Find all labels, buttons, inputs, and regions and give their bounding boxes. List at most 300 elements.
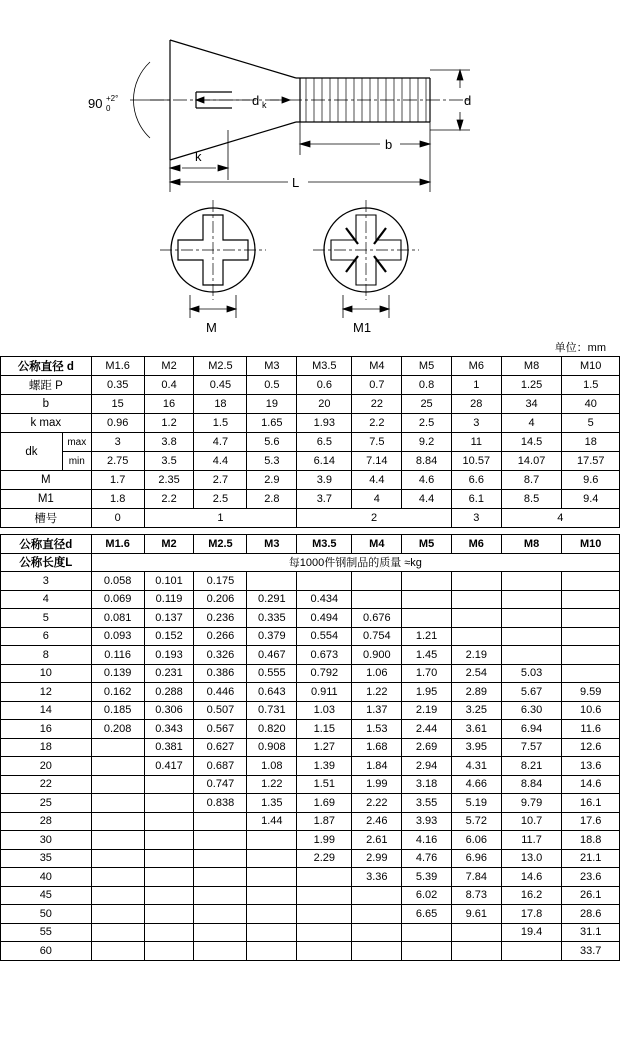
- table-cell: 1.53: [352, 720, 402, 739]
- table-cell: M4: [352, 357, 402, 376]
- table-cell: [562, 627, 620, 646]
- table-cell: 0.673: [297, 646, 352, 665]
- table-cell: [451, 942, 501, 961]
- table-cell: [402, 942, 452, 961]
- row-label: 螺距 P: [1, 376, 92, 395]
- table-cell: 0.908: [247, 738, 297, 757]
- table-cell: 15: [91, 395, 144, 414]
- row-label-length: 18: [1, 738, 92, 757]
- table-cell: 4.4: [352, 471, 402, 490]
- table-cell: 1: [144, 509, 297, 528]
- table-row: [1, 609, 620, 628]
- unit-note: 单位：mm: [554, 342, 606, 354]
- table-cell: [297, 886, 352, 905]
- table-cell: 5.39: [402, 868, 452, 887]
- table-cell: [91, 738, 144, 757]
- row-label-length: 6: [1, 627, 92, 646]
- table-cell: 7.57: [501, 738, 562, 757]
- table-cell: [402, 572, 452, 591]
- table-cell: 1.35: [247, 794, 297, 813]
- table-cell: [144, 868, 194, 887]
- table-cell: [562, 646, 620, 665]
- table-cell: 9.6: [562, 471, 620, 490]
- table-cell: [352, 905, 402, 924]
- table-cell: 1.93: [297, 414, 352, 433]
- header-label-diameter: 公称直径d: [1, 535, 92, 554]
- table-cell: 0.754: [352, 627, 402, 646]
- table-cell: 21.1: [562, 849, 620, 868]
- table-cell: 31.1: [562, 923, 620, 942]
- table-cell: 10.6: [562, 701, 620, 720]
- table-row: [1, 868, 620, 887]
- table-cell: 0.792: [297, 664, 352, 683]
- row-label-length: 5: [1, 609, 92, 628]
- table-cell: [247, 831, 297, 850]
- table-cell: 1.22: [247, 775, 297, 794]
- table-row: [1, 433, 620, 452]
- row-label-dk: dk: [1, 433, 63, 471]
- row-label-length: 8: [1, 646, 92, 665]
- table-cell: [194, 942, 247, 961]
- table-cell: 0.676: [352, 609, 402, 628]
- table-cell: M8: [501, 357, 562, 376]
- row-label-length: 30: [1, 831, 92, 850]
- table-cell: 0.6: [297, 376, 352, 395]
- table-cell: 11: [451, 433, 501, 452]
- table-subheader-row: [1, 553, 620, 572]
- table-cell: M3: [247, 357, 297, 376]
- table-cell: 2.2: [352, 414, 402, 433]
- table-cell: 3.7: [297, 490, 352, 509]
- table-cell: [91, 942, 144, 961]
- table-cell: 19: [247, 395, 297, 414]
- table-cell: 18.8: [562, 831, 620, 850]
- table-cell: 10.57: [451, 452, 501, 471]
- table-cell: [297, 572, 352, 591]
- table-cell: 11.7: [501, 831, 562, 850]
- row-label: k max: [1, 414, 92, 433]
- table-cell: 1.69: [297, 794, 352, 813]
- table-row: [1, 701, 620, 720]
- table-cell: 1.06: [352, 664, 402, 683]
- header-cell: M1.6: [91, 535, 144, 554]
- table-cell: 0.386: [194, 664, 247, 683]
- table-cell: 0.101: [144, 572, 194, 591]
- table-cell: 5: [562, 414, 620, 433]
- table-cell: 6.14: [297, 452, 352, 471]
- table-cell: 4.6: [402, 471, 452, 490]
- table-cell: 4.31: [451, 757, 501, 776]
- table-cell: 6.96: [451, 849, 501, 868]
- row-label-length: 10: [1, 664, 92, 683]
- table-cell: 2.44: [402, 720, 452, 739]
- table-cell: 2.61: [352, 831, 402, 850]
- table-cell: [194, 886, 247, 905]
- table-cell: 26.1: [562, 886, 620, 905]
- table-cell: 13.0: [501, 849, 562, 868]
- table-cell: 8.7: [501, 471, 562, 490]
- header-cell: M2: [144, 535, 194, 554]
- table-row: [1, 905, 620, 924]
- table-cell: 22: [352, 395, 402, 414]
- table-cell: 2.94: [402, 757, 452, 776]
- table-cell: 0.266: [194, 627, 247, 646]
- table-cell: [501, 609, 562, 628]
- table-row: [1, 720, 620, 739]
- table-row: [1, 376, 620, 395]
- table-cell: 17.8: [501, 905, 562, 924]
- table-cell: 33.7: [562, 942, 620, 961]
- table-cell: 0.326: [194, 646, 247, 665]
- table-cell: 0.208: [91, 720, 144, 739]
- table-cell: 2.69: [402, 738, 452, 757]
- table-cell: [297, 923, 352, 942]
- table-cell: 4.4: [402, 490, 452, 509]
- table-cell: 25: [402, 395, 452, 414]
- table-cell: [247, 849, 297, 868]
- header-cell: M5: [402, 535, 452, 554]
- table-cell: 9.79: [501, 794, 562, 813]
- table-cell: [501, 572, 562, 591]
- table-cell: 3.25: [451, 701, 501, 720]
- table-cell: 7.14: [352, 452, 402, 471]
- table-cell: 1.5: [562, 376, 620, 395]
- table-cell: 16.1: [562, 794, 620, 813]
- header-cell: M4: [352, 535, 402, 554]
- table-row: [1, 794, 620, 813]
- table-cell: 2.19: [451, 646, 501, 665]
- table-row: [1, 471, 620, 490]
- table-cell: 0.417: [144, 757, 194, 776]
- label-k: k: [195, 149, 202, 164]
- table-cell: 13.6: [562, 757, 620, 776]
- row-label: b: [1, 395, 92, 414]
- table-cell: 0.820: [247, 720, 297, 739]
- table-cell: 1.25: [501, 376, 562, 395]
- table-cell: 3: [451, 414, 501, 433]
- table-cell: [247, 905, 297, 924]
- table-cell: [194, 905, 247, 924]
- table-row: [1, 572, 620, 591]
- table-cell: 3.93: [402, 812, 452, 831]
- table-cell: 3.18: [402, 775, 452, 794]
- table-cell: 4: [501, 414, 562, 433]
- table-cell: 16: [144, 395, 194, 414]
- table-row: [1, 923, 620, 942]
- table-cell: [144, 794, 194, 813]
- table-cell: 0.687: [194, 757, 247, 776]
- table-cell: 1.44: [247, 812, 297, 831]
- table-cell: 8.73: [451, 886, 501, 905]
- table-cell: 6.02: [402, 886, 452, 905]
- table-cell: 4: [501, 509, 619, 528]
- table-cell: 0.206: [194, 590, 247, 609]
- table-cell: 0.291: [247, 590, 297, 609]
- table-cell: [91, 905, 144, 924]
- table-row: [1, 590, 620, 609]
- table-cell: 1.65: [247, 414, 297, 433]
- angle-tol-upper: +2°: [106, 94, 119, 103]
- table-cell: 28: [451, 395, 501, 414]
- table-cell: 2.54: [451, 664, 501, 683]
- table-cell: [144, 905, 194, 924]
- table-cell: 5.67: [501, 683, 562, 702]
- table-cell: 1: [451, 376, 501, 395]
- table-cell: [91, 849, 144, 868]
- table-row: [1, 886, 620, 905]
- table-cell: [352, 572, 402, 591]
- table-cell: 2.22: [352, 794, 402, 813]
- table-cell: [194, 849, 247, 868]
- table-cell: 0.747: [194, 775, 247, 794]
- table-cell: [144, 831, 194, 850]
- header-label-length: 公称长度L: [1, 553, 92, 572]
- table-cell: [562, 590, 620, 609]
- table-cell: [247, 923, 297, 942]
- table-cell: [91, 831, 144, 850]
- table-cell: 11.6: [562, 720, 620, 739]
- table-cell: [297, 868, 352, 887]
- table-cell: 0.139: [91, 664, 144, 683]
- table-cell: [91, 775, 144, 794]
- table-cell: 0.567: [194, 720, 247, 739]
- row-sublabel-min: min: [62, 452, 91, 471]
- table-cell: 0.900: [352, 646, 402, 665]
- table-cell: 4.66: [451, 775, 501, 794]
- table-cell: 0: [91, 509, 144, 528]
- table-cell: 9.4: [562, 490, 620, 509]
- table-cell: 4.7: [194, 433, 247, 452]
- table-cell: 0.343: [144, 720, 194, 739]
- table-row: [1, 738, 620, 757]
- table-cell: 0.731: [247, 701, 297, 720]
- table-cell: 9.61: [451, 905, 501, 924]
- label-M: M: [206, 320, 217, 335]
- table-cell: 5.6: [247, 433, 297, 452]
- table-cell: [91, 757, 144, 776]
- table-cell: 3: [91, 433, 144, 452]
- table-row: [1, 775, 620, 794]
- table-cell: [297, 905, 352, 924]
- table-cell: 0.35: [91, 376, 144, 395]
- table-cell: 0.152: [144, 627, 194, 646]
- table-row: [1, 849, 620, 868]
- table-cell: 1.84: [352, 757, 402, 776]
- table-cell: [451, 923, 501, 942]
- table-cell: 0.494: [297, 609, 352, 628]
- table-cell: [352, 590, 402, 609]
- table-cell: M6: [451, 357, 501, 376]
- table-cell: 1.22: [352, 683, 402, 702]
- table-row: [1, 683, 620, 702]
- table-cell: M3.5: [297, 357, 352, 376]
- table-cell: 2.46: [352, 812, 402, 831]
- table-cell: 8.84: [501, 775, 562, 794]
- table-cell: 2.5: [402, 414, 452, 433]
- table-cell: 1.45: [402, 646, 452, 665]
- table-cell: 2.35: [144, 471, 194, 490]
- table-row: [1, 395, 620, 414]
- table-cell: 0.093: [91, 627, 144, 646]
- table-cell: [451, 590, 501, 609]
- table-row: [1, 831, 620, 850]
- table-cell: [402, 923, 452, 942]
- table-cell: 0.434: [297, 590, 352, 609]
- table-cell: 0.467: [247, 646, 297, 665]
- table-cell: [144, 923, 194, 942]
- table-cell: [91, 812, 144, 831]
- table-cell: 0.554: [297, 627, 352, 646]
- table-cell: [501, 942, 562, 961]
- row-label-length: 16: [1, 720, 92, 739]
- table-cell: 9.2: [402, 433, 452, 452]
- label-d: d: [464, 93, 472, 108]
- table-cell: 4.16: [402, 831, 452, 850]
- angle-label: 90: [88, 96, 103, 111]
- row-label-length: 25: [1, 794, 92, 813]
- table-cell: 2.9: [247, 471, 297, 490]
- row-label-length: 20: [1, 757, 92, 776]
- table-header-row: [1, 535, 620, 554]
- table-cell: 4.4: [194, 452, 247, 471]
- row-label-length: 50: [1, 905, 92, 924]
- table-cell: 5.3: [247, 452, 297, 471]
- table-cell: [501, 627, 562, 646]
- table-cell: 40: [562, 395, 620, 414]
- table-cell: 23.6: [562, 868, 620, 887]
- table-cell: 8.21: [501, 757, 562, 776]
- table-cell: [247, 572, 297, 591]
- row-label-length: 60: [1, 942, 92, 961]
- table-row: [1, 942, 620, 961]
- table-cell: [91, 923, 144, 942]
- row-label-length: 4: [1, 590, 92, 609]
- table-cell: 18: [194, 395, 247, 414]
- table-cell: 6.06: [451, 831, 501, 850]
- table-cell: [402, 590, 452, 609]
- table-cell: 3.5: [144, 452, 194, 471]
- table-cell: [562, 664, 620, 683]
- table-cell: 0.231: [144, 664, 194, 683]
- table-cell: 0.069: [91, 590, 144, 609]
- table-cell: 0.555: [247, 664, 297, 683]
- table-cell: 19.4: [501, 923, 562, 942]
- table-cell: [144, 775, 194, 794]
- table-cell: 1.7: [91, 471, 144, 490]
- table-cell: 0.838: [194, 794, 247, 813]
- table-cell: 1.2: [144, 414, 194, 433]
- table-cell: 0.45: [194, 376, 247, 395]
- table-cell: 0.381: [144, 738, 194, 757]
- table-cell: [501, 590, 562, 609]
- label-b: b: [385, 137, 393, 152]
- table-cell: 3: [451, 509, 501, 528]
- table-cell: [194, 868, 247, 887]
- table-cell: 3.36: [352, 868, 402, 887]
- row-label-length: 55: [1, 923, 92, 942]
- table-cell: 6.6: [451, 471, 501, 490]
- row-sublabel-max: max: [62, 433, 91, 452]
- row-label-length: 28: [1, 812, 92, 831]
- header-cell: M10: [562, 535, 620, 554]
- row-label-length: 12: [1, 683, 92, 702]
- dimension-table: [0, 356, 620, 528]
- table-cell: M1.6: [91, 357, 144, 376]
- row-label-groove: 槽号: [1, 509, 92, 528]
- table-cell: 7.5: [352, 433, 402, 452]
- table-row: [1, 664, 620, 683]
- table-row: [1, 812, 620, 831]
- table-cell: 16.2: [501, 886, 562, 905]
- table-cell: 17.57: [562, 452, 620, 471]
- table-cell: 0.185: [91, 701, 144, 720]
- table-cell: M2: [144, 357, 194, 376]
- table-cell: 0.081: [91, 609, 144, 628]
- row-label: M1: [1, 490, 92, 509]
- table-cell: 2.89: [451, 683, 501, 702]
- table-cell: 8.5: [501, 490, 562, 509]
- table-cell: 2.29: [297, 849, 352, 868]
- table-cell: 1.21: [402, 627, 452, 646]
- table-cell: 3.61: [451, 720, 501, 739]
- table-cell: 2.2: [144, 490, 194, 509]
- table-cell: 6.1: [451, 490, 501, 509]
- table-cell: [562, 572, 620, 591]
- row-label-length: 35: [1, 849, 92, 868]
- table-cell: 0.288: [144, 683, 194, 702]
- table-cell: [451, 609, 501, 628]
- row-label-length: 45: [1, 886, 92, 905]
- table-cell: 0.7: [352, 376, 402, 395]
- table-cell: 0.306: [144, 701, 194, 720]
- table-cell: 3.9: [297, 471, 352, 490]
- row-label-length: 14: [1, 701, 92, 720]
- table-cell: 5.72: [451, 812, 501, 831]
- table-cell: 6.5: [297, 433, 352, 452]
- table-cell: 1.03: [297, 701, 352, 720]
- table-cell: 0.137: [144, 609, 194, 628]
- table-cell: 0.379: [247, 627, 297, 646]
- table-cell: 6.30: [501, 701, 562, 720]
- table-cell: [562, 609, 620, 628]
- table-cell: 14.07: [501, 452, 562, 471]
- table-cell: 2: [297, 509, 452, 528]
- table-cell: [451, 627, 501, 646]
- table-cell: 0.4: [144, 376, 194, 395]
- table-cell: 0.058: [91, 572, 144, 591]
- table-cell: [402, 609, 452, 628]
- header-cell: M2.5: [194, 535, 247, 554]
- table-cell: [194, 923, 247, 942]
- table-cell: 34: [501, 395, 562, 414]
- table-cell: 1.87: [297, 812, 352, 831]
- table-cell: 1.51: [297, 775, 352, 794]
- table-row-groove: [1, 509, 620, 528]
- table-cell: 0.643: [247, 683, 297, 702]
- table-cell: 0.5: [247, 376, 297, 395]
- table-cell: 14.6: [562, 775, 620, 794]
- table-cell: [91, 886, 144, 905]
- table-cell: 4: [352, 490, 402, 509]
- table-cell: [451, 572, 501, 591]
- table-cell: 1.8: [91, 490, 144, 509]
- table-cell: 12.6: [562, 738, 620, 757]
- table-cell: 0.507: [194, 701, 247, 720]
- table-cell: 1.15: [297, 720, 352, 739]
- table-cell: 1.5: [194, 414, 247, 433]
- table-row: [1, 646, 620, 665]
- screw-diagram: [0, 0, 620, 340]
